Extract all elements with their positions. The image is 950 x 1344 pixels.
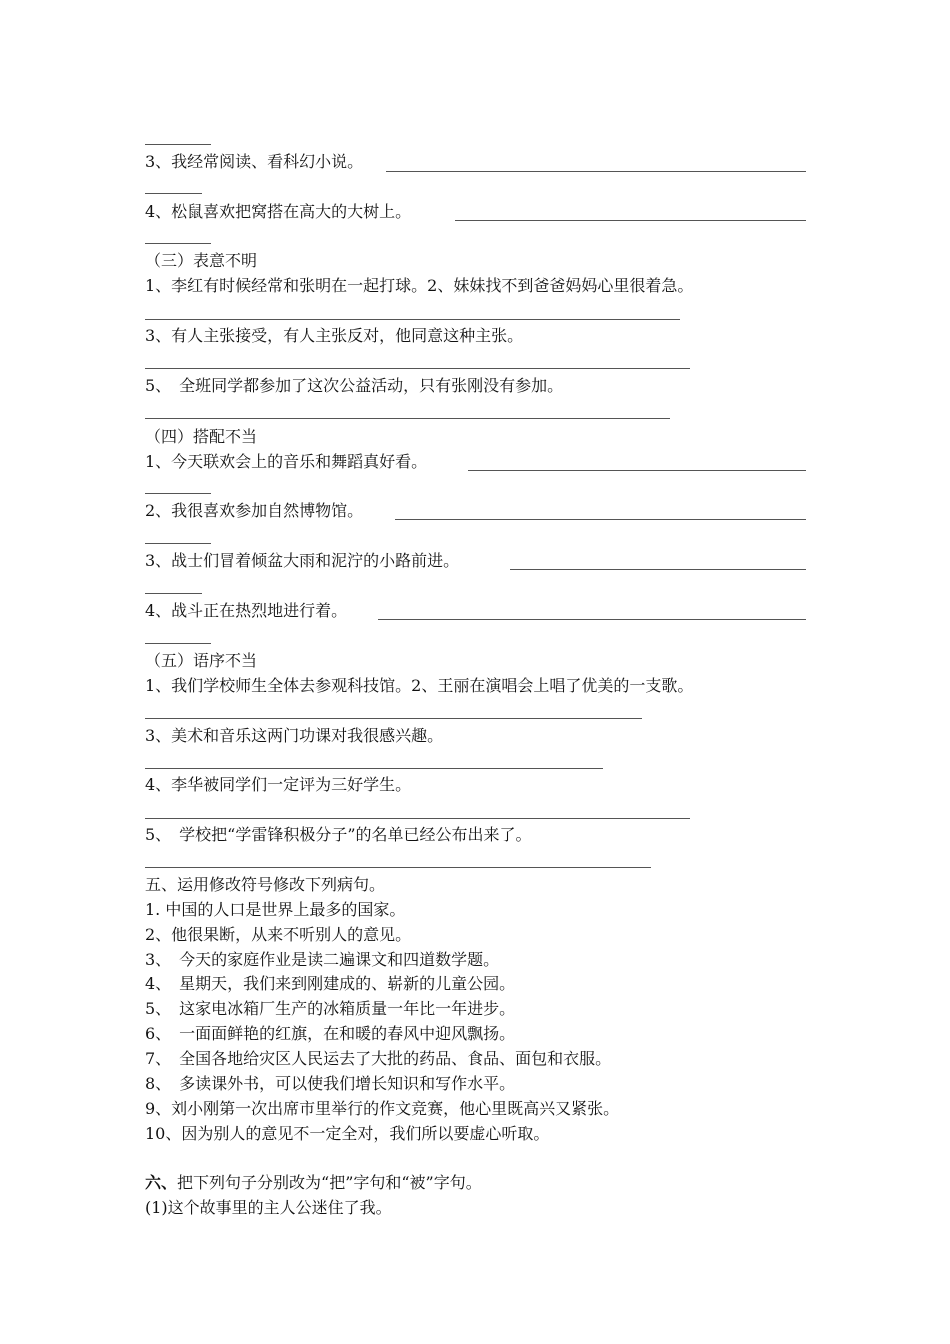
answer-line[interactable] bbox=[145, 643, 211, 644]
s2-item-3: 3、我经常阅读、看科幻小说。 bbox=[145, 152, 364, 171]
answer-line[interactable] bbox=[510, 569, 806, 570]
part5-item: 8、 多读课外书，可以使我们增长知识和写作水平。 bbox=[145, 1074, 516, 1093]
s4-item-4: 4、战斗正在热烈地进行着。 bbox=[145, 601, 348, 620]
part5-item: 9、刘小刚第一次出席市里举行的作文竞赛，他心里既高兴又紧张。 bbox=[145, 1099, 620, 1118]
part5-item: 6、 一面面鲜艳的红旗，在和暖的春风中迎风飘扬。 bbox=[145, 1024, 516, 1043]
s5-heading: （五）语序不当 bbox=[145, 651, 258, 670]
s3-item-1-2: 1、李红有时候经常和张明在一起打球。2、妹妹找不到爸爸妈妈心里很着急。 bbox=[145, 276, 694, 295]
part5-item: 4、 星期天，我们来到刚建成的、崭新的儿童公园。 bbox=[145, 974, 516, 993]
answer-line[interactable] bbox=[145, 319, 680, 320]
answer-line[interactable] bbox=[378, 619, 806, 620]
answer-line[interactable] bbox=[145, 718, 642, 719]
part5-item: 5、 这家电冰箱厂生产的冰箱质量一年比一年进步。 bbox=[145, 999, 516, 1018]
s2-item-4: 4、松鼠喜欢把窝搭在高大的大树上。 bbox=[145, 202, 412, 221]
part5-item: 1. 中国的人口是世界上最多的国家。 bbox=[145, 900, 406, 919]
s3-heading: （三）表意不明 bbox=[145, 251, 258, 270]
answer-line[interactable] bbox=[145, 193, 202, 194]
part6-heading-text: 把下列句子分别改为“把”字句和“被”字句。 bbox=[177, 1173, 482, 1192]
answer-line[interactable] bbox=[145, 418, 670, 419]
answer-line[interactable] bbox=[145, 768, 603, 769]
answer-line[interactable] bbox=[145, 493, 211, 494]
answer-line[interactable] bbox=[468, 470, 806, 471]
s5-item-1-2: 1、我们学校师生全体去参观科技馆。2、王丽在演唱会上唱了优美的一支歌。 bbox=[145, 676, 694, 695]
s4-item-3: 3、战士们冒着倾盆大雨和泥泞的小路前进。 bbox=[145, 551, 460, 570]
answer-line[interactable] bbox=[455, 220, 806, 221]
s3-item-5: 5、 全班同学都参加了这次公益活动，只有张刚没有参加。 bbox=[145, 376, 564, 395]
answer-line[interactable] bbox=[145, 368, 690, 369]
part6-heading-num: 六、 bbox=[145, 1173, 178, 1192]
answer-line[interactable] bbox=[145, 867, 651, 868]
answer-line[interactable] bbox=[145, 144, 211, 145]
part6-heading bbox=[145, 1173, 482, 1193]
part5-item: 2、他很果断，从来不听别人的意见。 bbox=[145, 925, 412, 944]
part5-heading: 五、运用修改符号修改下列病句。 bbox=[145, 875, 386, 894]
s4-heading: （四）搭配不当 bbox=[145, 427, 258, 446]
answer-line[interactable] bbox=[145, 543, 211, 544]
s5-item-3: 3、美术和音乐这两门功课对我很感兴趣。 bbox=[145, 726, 444, 745]
answer-line[interactable] bbox=[145, 243, 211, 244]
part5-item: 7、 全国各地给灾区人民运去了大批的药品、食品、面包和衣服。 bbox=[145, 1049, 612, 1068]
part5-item: 3、 今天的家庭作业是读二遍课文和四道数学题。 bbox=[145, 950, 500, 969]
part6-item-1: (1)这个故事里的主人公迷住了我。 bbox=[145, 1198, 392, 1217]
s5-item-4: 4、李华被同学们一定评为三好学生。 bbox=[145, 775, 412, 794]
answer-line[interactable] bbox=[145, 818, 690, 819]
s4-item-2: 2、我很喜欢参加自然博物馆。 bbox=[145, 501, 364, 520]
part5-item: 10、因为别人的意见不一定全对，我们所以要虚心听取。 bbox=[145, 1124, 550, 1143]
s3-item-3: 3、有人主张接受，有人主张反对，他同意这种主张。 bbox=[145, 326, 524, 345]
answer-line[interactable] bbox=[145, 593, 202, 594]
s5-item-5: 5、 学校把“学雷锋积极分子”的名单已经公布出来了。 bbox=[145, 825, 532, 844]
answer-line[interactable] bbox=[395, 519, 806, 520]
answer-line[interactable] bbox=[386, 171, 806, 172]
s4-item-1: 1、今天联欢会上的音乐和舞蹈真好看。 bbox=[145, 452, 428, 471]
